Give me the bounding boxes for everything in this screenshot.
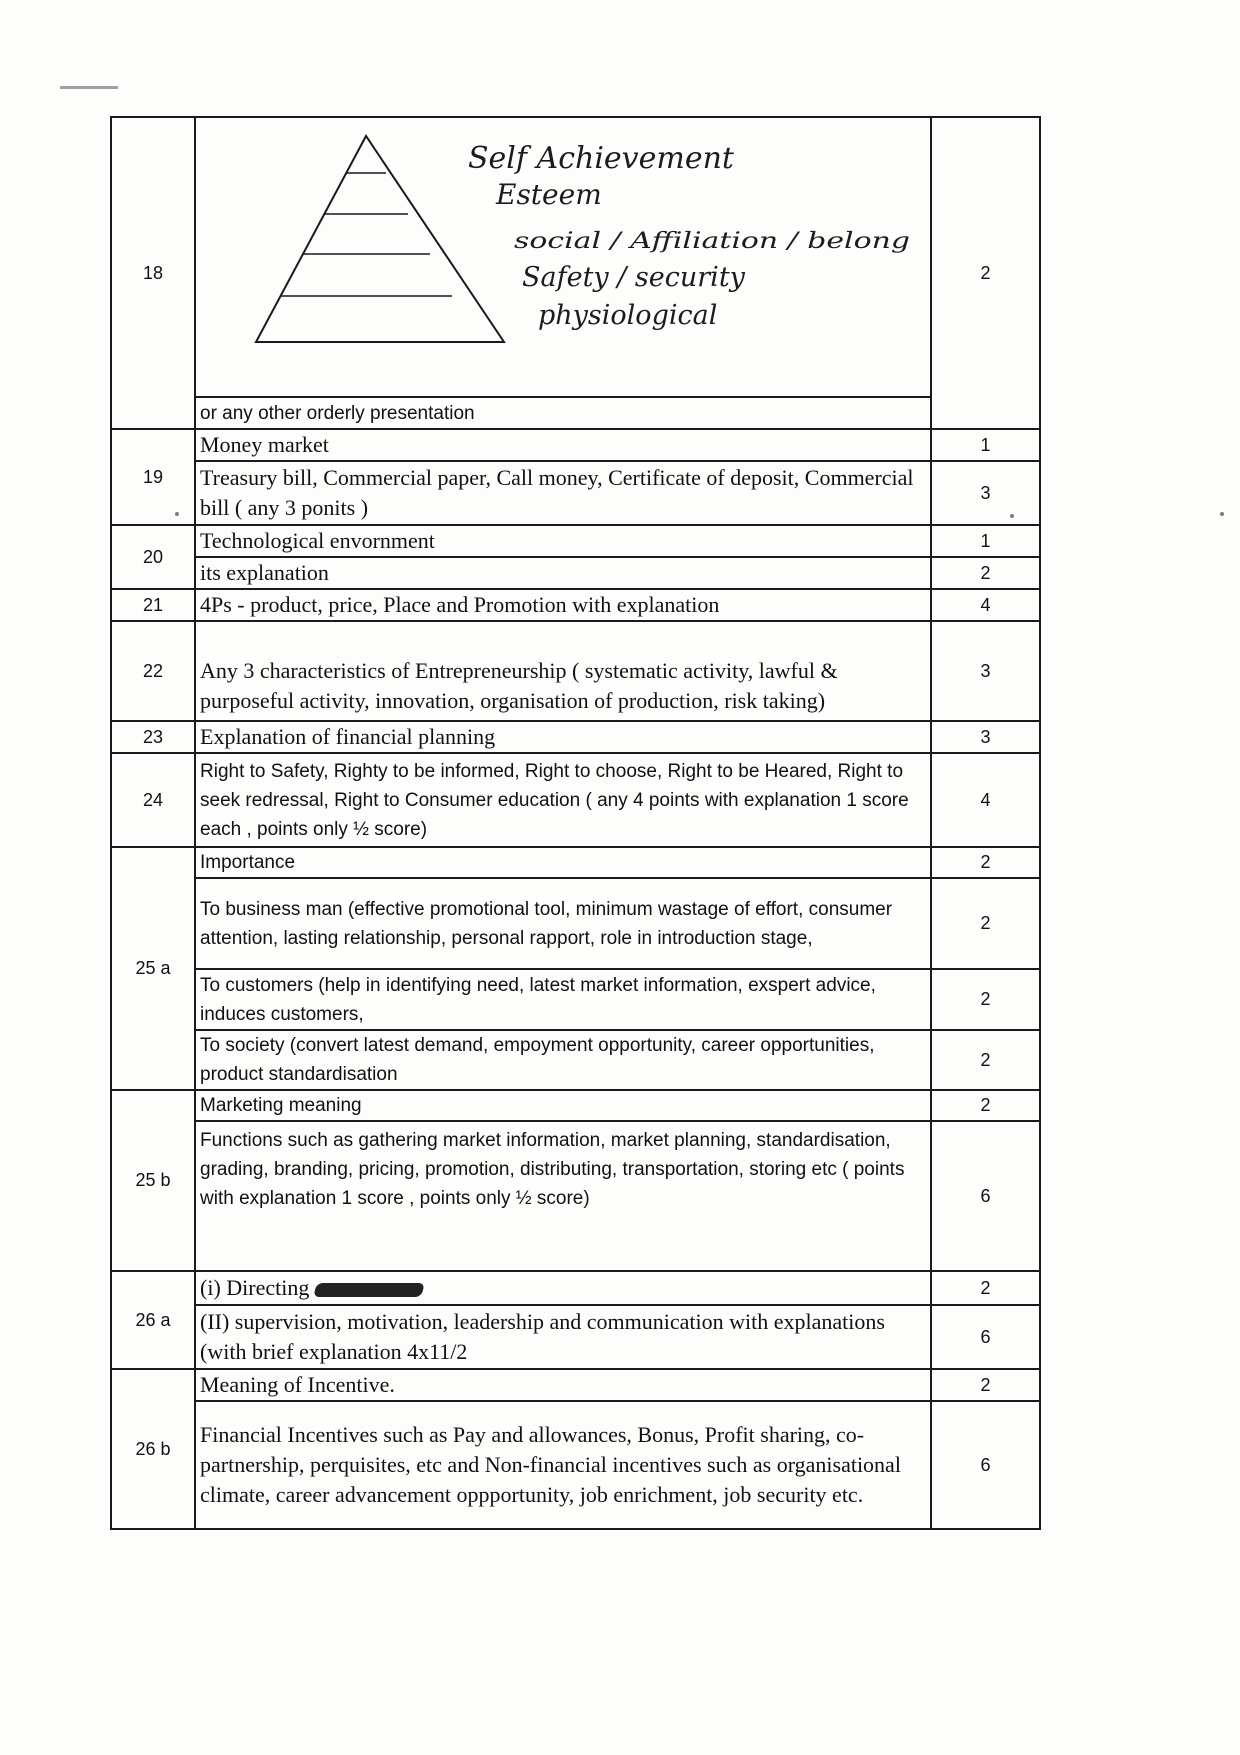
answer-text: (II) supervision, motivation, leadership and communication with explanations (with brief explanation 4x11/2	[195, 1305, 931, 1369]
score: 3	[931, 721, 1040, 753]
score: 6	[931, 1401, 1040, 1529]
table-row	[111, 461, 1040, 525]
pyramid-level-label: Safety / security	[522, 262, 745, 293]
answer-text: Explanation of financial planning	[195, 721, 931, 753]
hierarchy-pyramid-cell	[195, 117, 931, 397]
answer-text: Functions such as gathering market information, market planning, standardisation, grading, branding, pricing, promotion, distributing, transportation, storing etc ( points with explanation 1 score , points only ½ score)	[195, 1121, 931, 1271]
answer-label: (i) Directing	[200, 1275, 310, 1300]
pyramid-level-label: physiological	[538, 300, 718, 331]
score: 2	[931, 1369, 1040, 1401]
question-number: 20	[111, 525, 195, 589]
score: 4	[931, 753, 1040, 847]
table-row	[111, 878, 1040, 969]
question-number: 22	[111, 621, 195, 721]
score: 6	[931, 1305, 1040, 1369]
table-row	[111, 847, 1040, 878]
score: 2	[931, 847, 1040, 878]
table-row	[111, 721, 1040, 753]
table-row	[111, 1305, 1040, 1369]
question-number: 25 b	[111, 1090, 195, 1271]
score: 2	[931, 557, 1040, 589]
question-number: 19	[111, 429, 195, 525]
score: 2	[931, 117, 1040, 429]
table-row	[111, 397, 1040, 429]
score: 2	[931, 1271, 1040, 1305]
answer-key-table	[110, 116, 1041, 1530]
answer-text: Treasury bill, Commercial paper, Call money, Certificate of deposit, Commercial bill ( any 3 ponits )	[195, 461, 931, 525]
answer-text: Meaning of Incentive.	[195, 1369, 931, 1401]
table-row	[111, 969, 1040, 1030]
table-row	[111, 429, 1040, 461]
answer-text: Any 3 characteristics of Entrepreneurship ( systematic activity, lawful & purposeful activity, innovation, organisation of production, risk taking)	[195, 621, 931, 721]
answer-text: Right to Safety, Righty to be informed, Right to choose, Right to be Heared, Right to seek redressal, Right to Consumer education ( any 4 points with explanation 1 score each , points only ½ score)	[195, 753, 931, 847]
pyramid-level-label: Esteem	[496, 178, 602, 211]
table-row	[111, 117, 1040, 397]
table-row	[111, 1121, 1040, 1271]
answer-note: or any other orderly presentation	[195, 397, 931, 429]
pyramid-level-label: Self Achievement	[468, 141, 734, 176]
table-row	[111, 753, 1040, 847]
answer-text: Technological envornment	[195, 525, 931, 557]
table-row	[111, 1401, 1040, 1529]
answer-text: Money market	[195, 429, 931, 461]
table-row	[111, 557, 1040, 589]
score: 4	[931, 589, 1040, 621]
pyramid-outline	[256, 136, 504, 342]
question-number: 24	[111, 753, 195, 847]
answer-text: Marketing meaning	[195, 1090, 931, 1121]
answer-text	[195, 1271, 931, 1305]
score: 2	[931, 1090, 1040, 1121]
answer-text: 4Ps - product, price, Place and Promotion with explanation	[195, 589, 931, 621]
question-number: 21	[111, 589, 195, 621]
question-number: 23	[111, 721, 195, 753]
score: 2	[931, 1030, 1040, 1090]
table-row	[111, 1090, 1040, 1121]
answer-text: To customers (help in identifying need, latest market information, exspert advice, induces customers,	[195, 969, 931, 1030]
score: 2	[931, 969, 1040, 1030]
answer-text: Financial Incentives such as Pay and allowances, Bonus, Profit sharing, co-partnership, perquisites, etc and Non-financial incentives such as organisational climate, career advancement oppportunity, job enrichment, job security etc.	[195, 1401, 931, 1529]
needs-pyramid	[196, 118, 932, 396]
answer-text: To society (convert latest demand, empoyment opportunity, career opportunities, product standardisation	[195, 1030, 931, 1090]
table-row	[111, 525, 1040, 557]
table-row	[111, 589, 1040, 621]
question-number: 26 a	[111, 1271, 195, 1369]
answer-text: its explanation	[195, 557, 931, 589]
score: 3	[931, 461, 1040, 525]
score: 1	[931, 525, 1040, 557]
score: 1	[931, 429, 1040, 461]
scan-mark	[60, 86, 118, 89]
question-number: 26 b	[111, 1369, 195, 1529]
question-number: 18	[111, 117, 195, 429]
pyramid-level-label: social / Affiliation / belong	[514, 229, 910, 254]
answer-text: To business man (effective promotional tool, minimum wastage of effort, consumer attention, lasting relationship, personal rapport, role in introduction stage,	[195, 878, 931, 969]
score: 3	[931, 621, 1040, 721]
table-row	[111, 1369, 1040, 1401]
scan-speck	[1220, 512, 1224, 516]
score: 6	[931, 1121, 1040, 1271]
score: 2	[931, 878, 1040, 969]
table-row	[111, 1271, 1040, 1305]
table-row	[111, 1030, 1040, 1090]
scribble-strikeout	[313, 1283, 425, 1297]
answer-text: Importance	[195, 847, 931, 878]
table-row	[111, 621, 1040, 721]
question-number: 25 a	[111, 847, 195, 1090]
